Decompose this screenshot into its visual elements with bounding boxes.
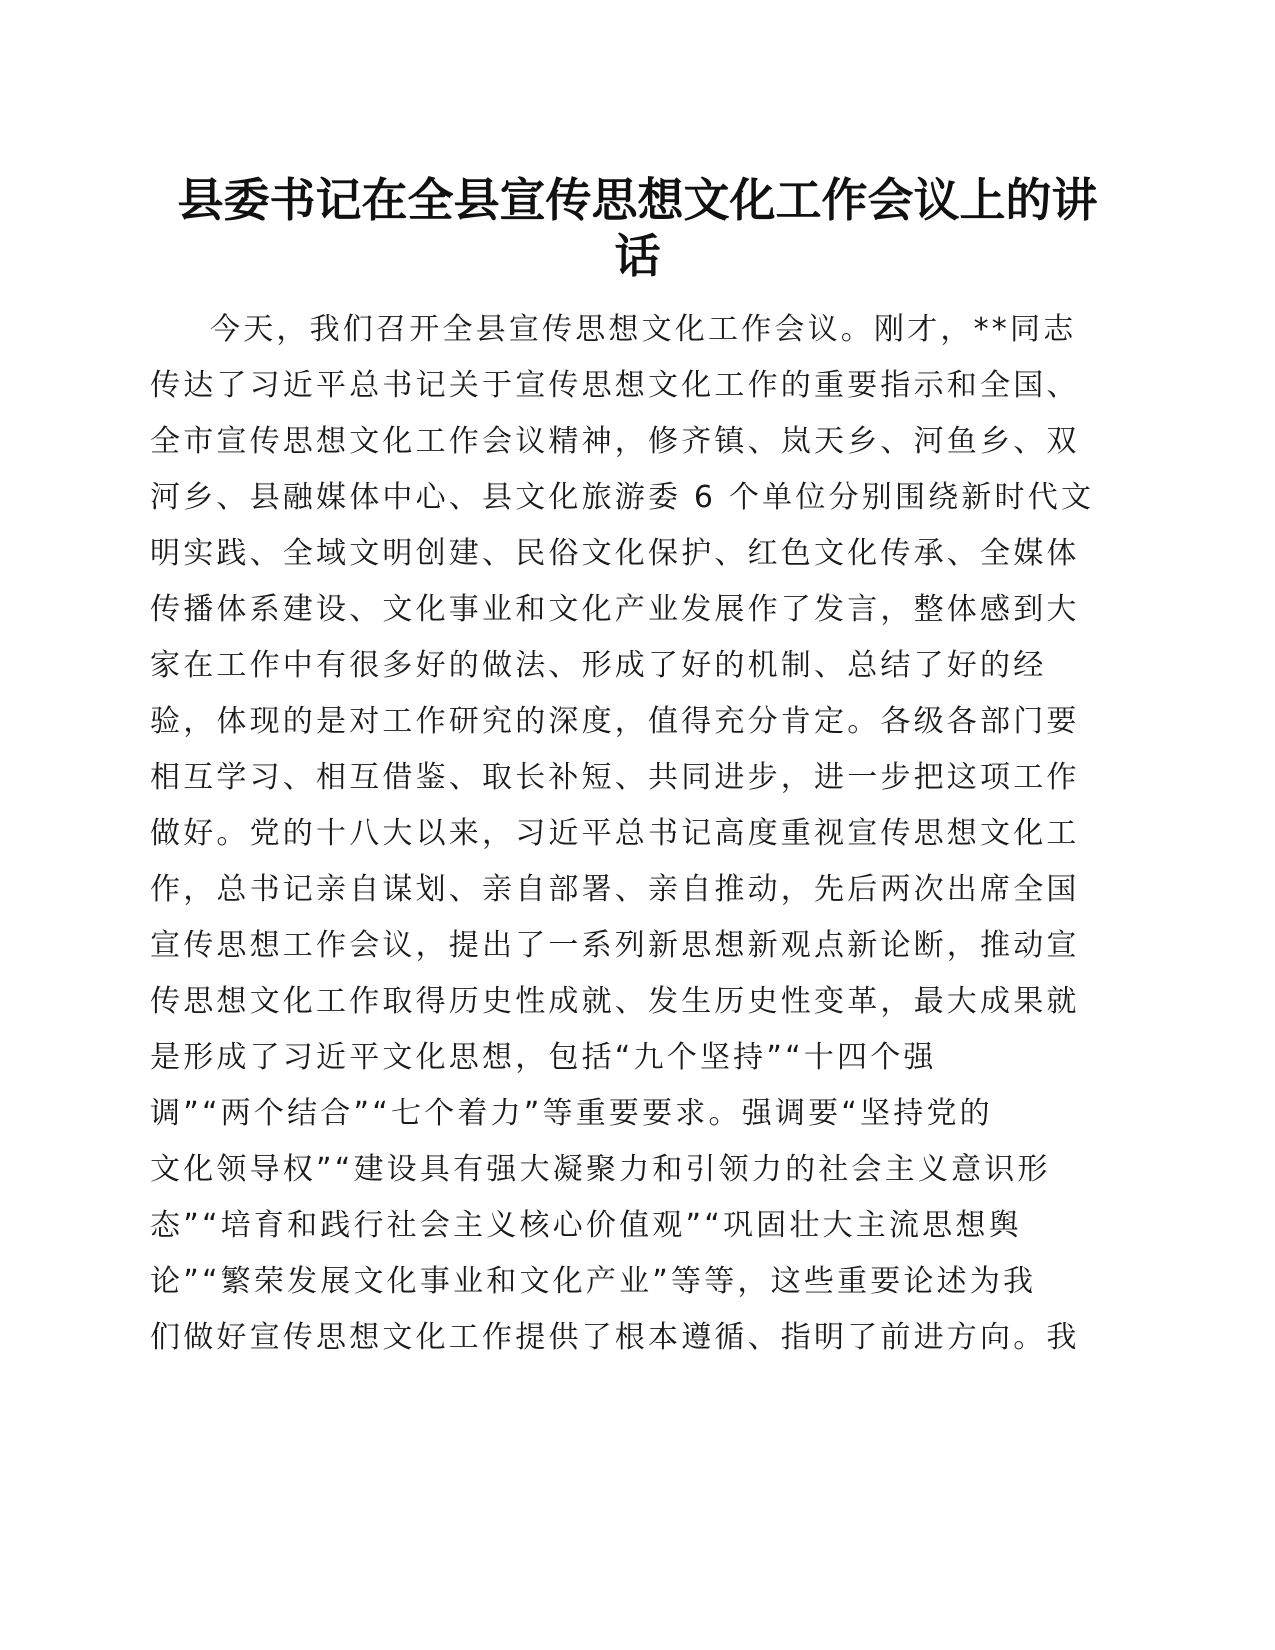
body-line-13: 传思想文化工作取得历史性成就、发生历史性变革，最大成果就 — [150, 984, 1080, 1019]
body-line-17: 态”“培育和践行社会主义核心价值观”“巩固壮大主流思想舆 — [150, 1208, 1022, 1243]
body-line-4: 河乡、县融媒体中心、县文化旅游委 6 个单位分别围绕新时代文 — [150, 480, 1095, 515]
body-line-11: 作，总书记亲自谋划、亲自部署、亲自推动，先后两次出席全国 — [150, 872, 1080, 907]
body-line-7: 家在工作中有很多好的做法、形成了好的机制、总结了好的经 — [150, 648, 1047, 683]
body-line-16: 文化领导权”“建设具有强大凝聚力和引领力的社会主义意识形 — [150, 1152, 1051, 1187]
body-line-10: 做好。党的十八大以来，习近平总书记高度重视宣传思想文化工 — [150, 816, 1080, 851]
body-line-12: 宣传思想工作会议，提出了一系列新思想新观点新论断，推动宣 — [150, 928, 1080, 963]
body-line-9: 相互学习、相互借鉴、取长补短、共同进步，进一步把这项工作 — [150, 760, 1080, 795]
body-line-3: 全市宣传思想文化工作会议精神，修齐镇、岚天乡、河鱼乡、双 — [150, 424, 1080, 459]
body-line-2: 传达了习近平总书记关于宣传思想文化工作的重要指示和全国、 — [150, 368, 1080, 403]
body-line-8: 验，体现的是对工作研究的深度，值得充分肯定。各级各部门要 — [150, 704, 1080, 739]
document-title-line-2: 话 — [614, 229, 661, 283]
body-line-15: 调”“两个结合”“七个着力”等重要要求。强调要“坚持党的 — [150, 1096, 993, 1131]
body-line-6: 传播体系建设、文化事业和文化产业发展作了发言，整体感到大 — [150, 592, 1080, 627]
body-line-19: 们做好宣传思想文化工作提供了根本遵循、指明了前进方向。我 — [150, 1320, 1080, 1355]
body-line-1: 今天，我们召开全县宣传思想文化工作会议。刚才，**同志 — [210, 312, 1077, 347]
body-line-18: 论”“繁荣发展文化事业和文化产业”等等，这些重要论述为我 — [150, 1264, 1037, 1299]
document-title-line-1: 县委书记在全县宣传思想文化工作会议上的讲 — [177, 173, 1098, 227]
body-line-5: 明实践、全域文明创建、民俗文化保护、红色文化传承、全媒体 — [150, 536, 1080, 571]
body-line-14: 是形成了习近平文化思想，包括“九个坚持”“十四个强 — [150, 1040, 937, 1075]
